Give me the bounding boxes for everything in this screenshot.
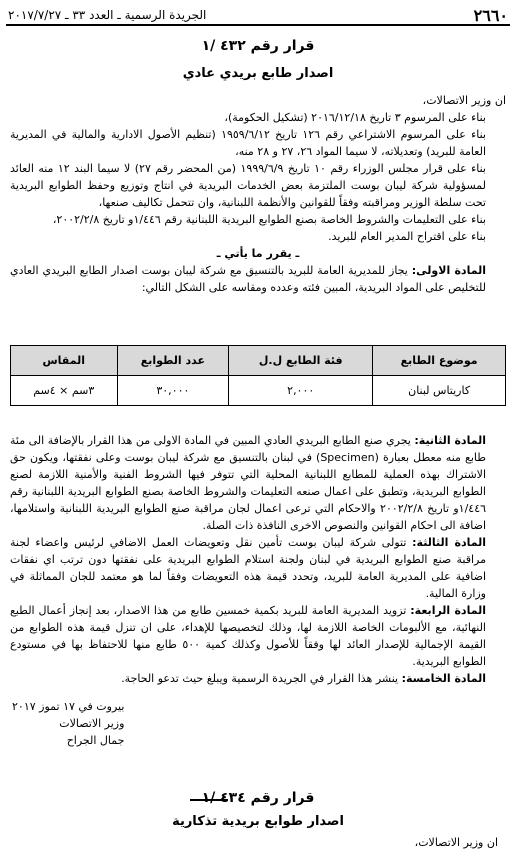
table-header: عدد الطوابع	[117, 346, 229, 376]
table-header: موضوع الطابع	[373, 346, 506, 376]
article-3-label: المادة الثالثة:	[412, 536, 486, 549]
article-3	[10, 534, 506, 602]
preamble-item: بناء على اقتراح المدير العام للبريد.	[328, 230, 486, 243]
header-rule	[6, 24, 510, 26]
article-4-text: تزويد المديرية العامة للبريد بكمية خمسين طابع من هذا الاصدار، بعد إنجاز أعمال الطبع النهائية، مع الألبومات الخاصة اللازمة لها، وذلك لتخصيصها للإهداء، على ان تنزل قيمة هذه الطوابع من القيمة الإجمالية للإصدار العائد لها وفقاً للأصول وكذلك كمية ٥٠٠ طابع منها للاحتفاظ بها في مستودع الطوابع البريدية.	[10, 604, 486, 668]
decision-2-title: اصدار طوابع بريدية تذكارية	[172, 814, 344, 829]
article-2-text: يجري صنع الطابع البريدي العادي المبين في المادة الاولى من هذا القرار بالإضافة الى مئة طابع منه معطل بعبارة (Specimen) في لبنان بالتنسيق مع شركة ليبان بوست وعلى نفقتها، ويكون حق الاشتراك بهذه العملية للمطابع اللبنانية المحلية التي تتوفر فيها الشروط الفنية والأمنية اللازمة لصنع الطوابع البريدية، وتطبق على اعمال صنعه التعليمات والشروط الخاصة بصنع الطوابع البريدية اللبنانية رقم ١/٤٤٦و تاريخ ٢٠٠٢/٢/٨ والاحكام التي ترعى اعمال لجان مراقبة صنع الطوابع البريدية اللبنانية واستلامها، اضافة الى احكام القوانين والنصوص الاخرى النافذة ذات الصلة.	[10, 434, 487, 532]
signature-block	[12, 698, 124, 749]
table-cell: ٢,٠٠٠	[229, 376, 373, 406]
page-header	[6, 6, 510, 26]
table-row	[11, 376, 506, 406]
article-5	[10, 670, 506, 687]
article-4-label: المادة الرابعة:	[410, 604, 486, 617]
table-header: فئة الطابع ل.ل	[229, 346, 373, 376]
article-2	[10, 432, 506, 534]
preamble-item: بناء على المرسوم الاشتراعي رقم ١٢٦ تاريخ ١٩٥٩/٦/١٢ (تنظيم الأصول الادارية والمالية في المديرية العامة للبريد) وتعديلاته، لا سيما المواد ٢٦، ٢٧ و ٢٨ منه،	[10, 128, 486, 158]
article-3-text: تتولى شركة ليبان بوست تأمين نقل وتعويضات العمل الاضافي لرئيس واعضاء لجنة مراقبة صنع الطوابع البريدية في لبنان ولجنة استلام الطوابع البريدية على نفقتها دون ترتب اي نفقات اضافية على المديرية العامة للبريد، وتحدد قيمة هذه التعويضات وفقاً لما هو معتمد للجان المماثلة في وزارة المالية.	[10, 536, 486, 600]
decision-articles	[10, 432, 506, 687]
stamp-table	[10, 345, 506, 406]
decision-preamble	[10, 92, 506, 296]
article-1-text: يجاز للمديرية العامة للبريد بالتنسيق مع شركة ليبان بوست اصدار الطابع البريدي العادي للتخليص على المواد البريدية، المبين فئته وعدده ومقاسه على الشكل التالي:	[10, 264, 486, 294]
signature-position: وزير الاتصالات	[59, 717, 125, 730]
preamble-item: بناء على قرار مجلس الوزراء رقم ١٠ تاريخ ١٩٩٩/٦/٩ (من المحضر رقم ٢٧) لا سيما البند ١٢ منه العائد لمسؤولية شركة ليبان بوست الملتزمة بعض الخدمات البريدية في انتاج وتوزيع وحفظ الطوابع البريدية تحت سلطة الوزير ومراقبته وفقاً للقوانين والأنظمة اللبنانية، وان تتحمل تكاليف صنعها،	[10, 162, 486, 209]
minister-intro: ان وزير الاتصالات،	[422, 94, 506, 107]
article-1	[10, 262, 506, 296]
journal-issue-line: الجريدة الرسمية ـ العدد ٣٣ ـ ٢٠١٧/٧/٢٧	[8, 8, 207, 22]
article-4	[10, 602, 506, 670]
page-number: ٢٦٦٠	[473, 6, 508, 25]
decision-number: قرار رقم ٤٣٢ /١	[201, 38, 315, 54]
decides-line: ـ يقرر ما يأتي ـ	[216, 247, 300, 260]
decision-2-number: قرار رقم ٤٣٤ /١	[201, 790, 315, 806]
table-cell: ٣٠,٠٠٠	[117, 376, 229, 406]
preamble-item: بناء على المرسوم ٣ تاريخ ٢٠١٦/١٢/١٨ (تشكيل الحكومة)،	[224, 111, 486, 124]
article-1-label: المادة الاولى:	[411, 264, 486, 277]
table-header-row	[11, 346, 506, 376]
article-5-label: المادة الخامسة:	[401, 672, 486, 685]
table-header: المقاس	[11, 346, 118, 376]
decision-title: اصدار طابع بريدي عادي	[182, 66, 334, 81]
signature-place-date: بيروت في ١٧ تموز ٢٠١٧	[12, 700, 125, 713]
article-2-label: المادة الثانية:	[414, 434, 486, 447]
table-cell: ٣سم × ٤سم	[11, 376, 118, 406]
table-cell: كاريتاس لبنان	[373, 376, 506, 406]
signature-name: جمال الجراح	[66, 734, 125, 747]
decision-2-minister-intro: ان وزير الاتصالات،	[414, 836, 498, 849]
article-5-text: ينشر هذا القرار في الجريدة الرسمية ويبلغ حيث تدعو الحاجة.	[121, 672, 402, 685]
preamble-item: بناء على التعليمات والشروط الخاصة بصنع الطوابع البريدية اللبنانية رقم ١/٤٤٦و تاريخ ٢٠٠٢/٢/٨،	[52, 213, 486, 226]
